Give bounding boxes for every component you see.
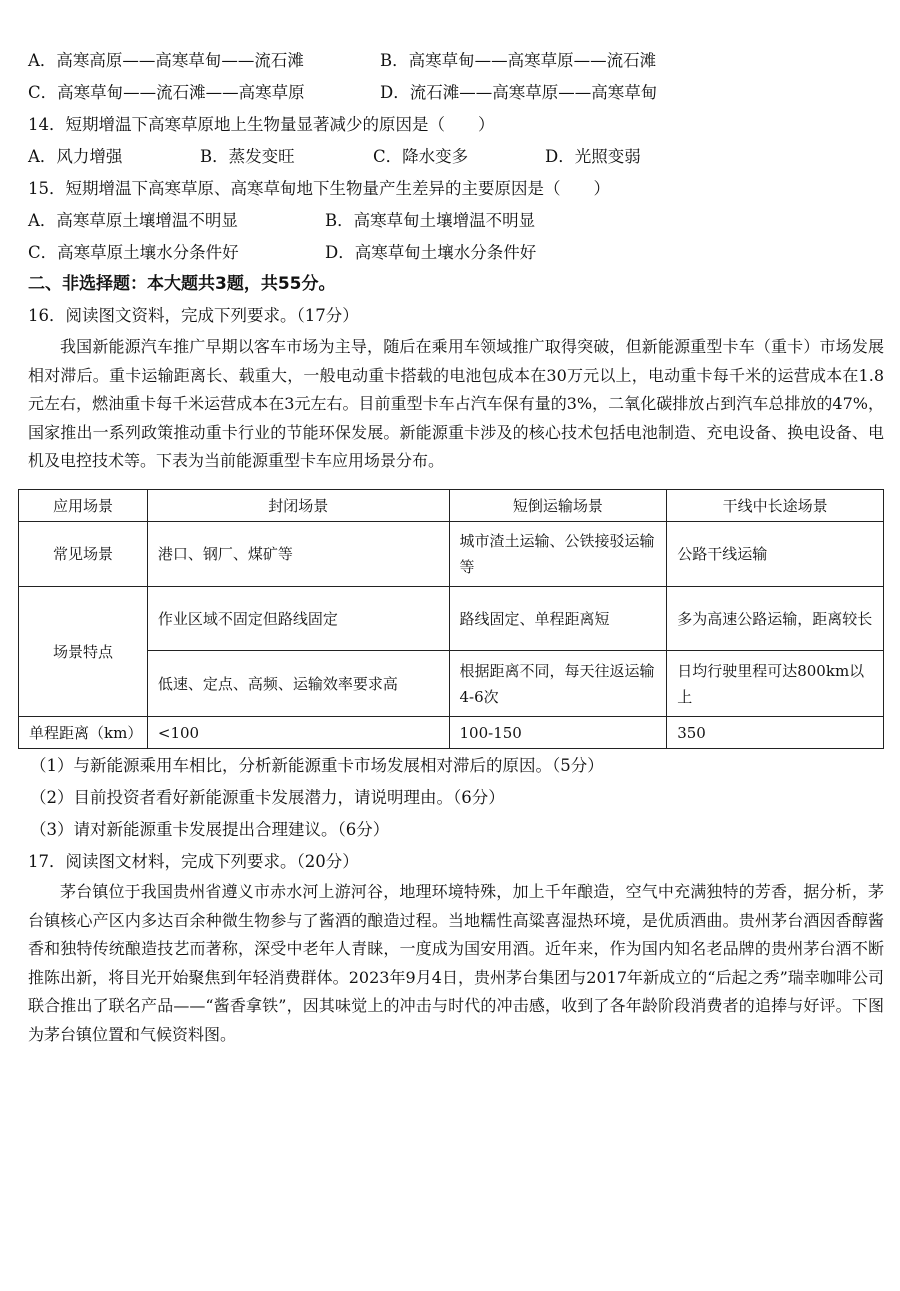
scenario-table xyxy=(18,489,884,749)
table-row xyxy=(19,587,884,651)
q15-option-d: D．高寒草甸土壤水分条件好 xyxy=(325,243,537,262)
table-header-row xyxy=(19,490,884,522)
table-cell: 公路干线运输 xyxy=(667,522,884,587)
table-cell: 多为高速公路运输，距离较长 xyxy=(667,587,884,651)
table-cell: 作业区域不固定但路线固定 xyxy=(147,587,449,651)
table-cell: 城市渣土运输、公铁接驳运输等 xyxy=(449,522,667,587)
section-heading-score: 55 xyxy=(277,274,302,294)
table-cell: 路线固定、单程距离短 xyxy=(449,587,667,651)
q13-option-c: C．高寒草甸——流石滩——高寒草原 xyxy=(28,83,305,102)
q13-option-b: B．高寒草甸——高寒草原——流石滩 xyxy=(380,51,657,70)
table-row xyxy=(19,717,884,749)
q14-option-b: B．蒸发变旺 xyxy=(200,147,295,166)
table-cell: 低速、定点、高频、运输效率要求高 xyxy=(147,651,449,717)
q14-option-a: A．风力增强 xyxy=(28,147,123,166)
section-heading-prefix: 二、非选择题：本大题共 xyxy=(28,274,215,294)
q13-option-a: A．高寒高原——高寒草甸——流石滩 xyxy=(28,51,304,70)
table-cell: 100-150 xyxy=(449,717,667,749)
q17-heading: 17．阅读图文材料，完成下列要求。（20分） xyxy=(28,852,359,871)
q13-option-d: D．流石滩——高寒草原——高寒草甸 xyxy=(380,83,658,102)
q14-option-c: C．降水变多 xyxy=(373,147,469,166)
q15-question: 15．短期增温下高寒草原、高寒草甸地下生物量产生差异的主要原因是（ ） xyxy=(28,179,610,198)
q15-option-b: B．高寒草甸土壤增温不明显 xyxy=(325,211,536,230)
section-heading-question-count: 3 xyxy=(215,274,227,294)
q16-subquestion-3: （3）请对新能源重卡发展提出合理建议。（6分） xyxy=(30,820,390,839)
table-cell: <100 xyxy=(147,717,449,749)
section-heading-suffix: 分。 xyxy=(301,274,336,294)
table-row xyxy=(19,522,884,587)
table-cell: 港口、钢厂、煤矿等 xyxy=(147,522,449,587)
table-header-cell: 短倒运输场景 xyxy=(449,490,667,522)
table-row-label: 场景特点 xyxy=(19,587,148,717)
q16-paragraph: 我国新能源汽车推广早期以客车市场为主导，随后在乘用车领域推广取得突破，但新能源重型卡车（重卡）市场发展相对滞后。重卡运输距离长、载重大，一般电动重卡搭载的电池包成本在30万元以上，电动重卡每千米的运营成本在1.8元左右，燃油重卡每千米运营成本在3元左右。目前重型卡车占汽车保有量的3%，二氧化碳排放占到汽车总排放的47%，国家推出一系列政策推动重卡行业的节能环保发展。新能源重卡涉及的核心技术包括电池制造、充电设备、换电设备、电机及电控技术等。下表为当前能源重型卡车应用场景分布。 xyxy=(28,337,884,470)
q15-option-c: C．高寒草原土壤水分条件好 xyxy=(28,243,239,262)
table-cell: 350 xyxy=(667,717,884,749)
table-header-cell: 封闭场景 xyxy=(147,490,449,522)
table-cell: 根据距离不同，每天往返运输4-6次 xyxy=(449,651,667,717)
section-heading-mid: 题，共 xyxy=(226,274,278,294)
q16-subquestion-1: （1）与新能源乘用车相比，分析新能源重卡市场发展相对滞后的原因。（5分） xyxy=(30,756,604,775)
q15-option-a: A．高寒草原土壤增温不明显 xyxy=(28,211,238,230)
table-header-cell: 干线中长途场景 xyxy=(667,490,884,522)
table-row-label: 单程距离（km） xyxy=(19,717,148,749)
table-row xyxy=(19,651,884,717)
q14-option-d: D．光照变弱 xyxy=(545,147,641,166)
q17-paragraph: 茅台镇位于我国贵州省遵义市赤水河上游河谷，地理环境特殊，加上千年酿造，空气中充满独特的芳香，据分析，茅台镇核心产区内多达百余种微生物参与了酱酒的酿造过程。当地糯性高粱喜湿热环境，是优质酒曲。贵州茅台酒因香醇酱香和独特传统酿造技艺而著称，深受中老年人青睐，一度成为国安用酒。近年来，作为国内知名老品牌的贵州茅台酒不断推陈出新，将目光开始聚焦到年轻消费群体。2023年9月4日，贵州茅台集团与2017年新成立的“后起之秀”瑞幸咖啡公司联合推出了联名产品——“酱香拿铁”，因其味觉上的冲击与时代的冲击感，收到了各年龄阶段消费者的追捧与好评。下图为茅台镇位置和气候资料图。 xyxy=(28,882,884,1044)
table-row-label: 常见场景 xyxy=(19,522,148,587)
q14-question: 14．短期增温下高寒草原地上生物量显著减少的原因是（ ） xyxy=(28,115,495,134)
table-cell: 日均行驶里程可达800km以上 xyxy=(667,651,884,717)
q16-heading: 16．阅读图文资料，完成下列要求。（17分） xyxy=(28,306,359,325)
section-heading xyxy=(28,273,336,295)
q16-subquestion-2: （2）目前投资者看好新能源重卡发展潜力，请说明理由。（6分） xyxy=(30,788,505,807)
table-header-cell: 应用场景 xyxy=(19,490,148,522)
